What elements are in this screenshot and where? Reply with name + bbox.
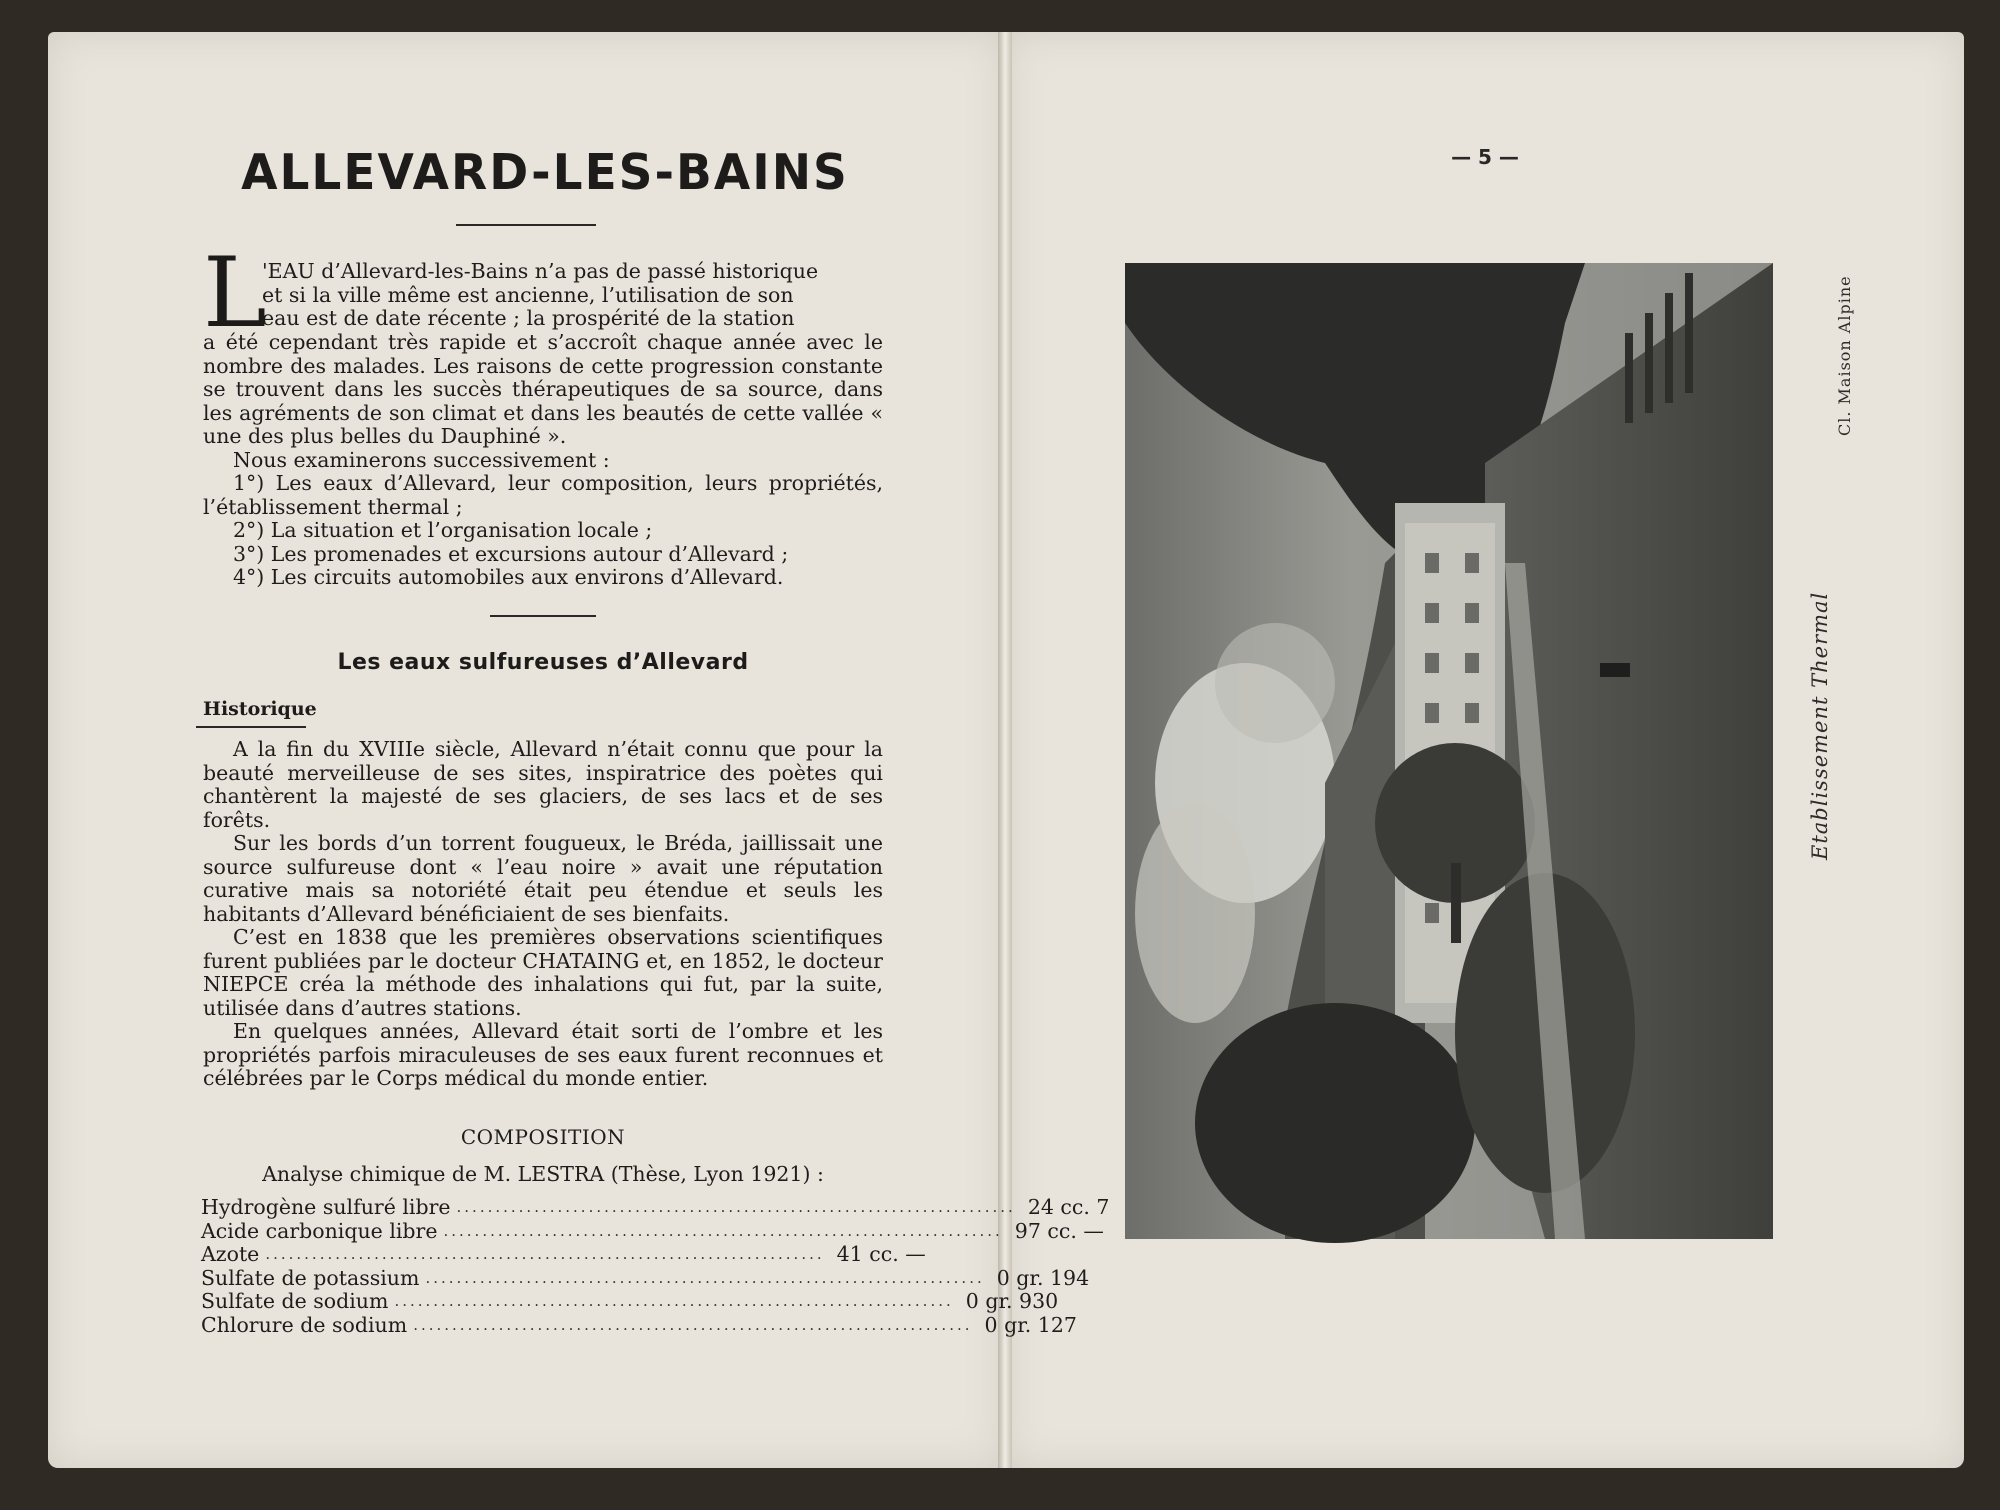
composition-row bbox=[201, 1265, 1090, 1291]
dot-leader: ........................................................................ bbox=[265, 1245, 825, 1263]
intro-body bbox=[203, 331, 883, 590]
composition-name: Hydrogène sulfuré libre bbox=[201, 1195, 451, 1219]
composition-value: 0 gr. 194 bbox=[996, 1265, 1090, 1290]
composition-name: Sulfate de potassium bbox=[201, 1265, 420, 1290]
composition-value: 97 cc. — bbox=[1014, 1218, 1104, 1243]
composition-value: 41 cc. — bbox=[836, 1242, 926, 1266]
dot-leader: ........................................................................ bbox=[443, 1221, 1003, 1240]
composition-row bbox=[201, 1242, 926, 1267]
title-divider bbox=[456, 224, 596, 226]
intro-item-3: 3°) Les promenades et excursions autour d’Allevard ; bbox=[233, 541, 789, 566]
section-divider bbox=[490, 615, 596, 617]
composition-name: Chlorure de sodium bbox=[201, 1312, 408, 1337]
intro-first-lines bbox=[262, 260, 883, 331]
composition-row bbox=[201, 1312, 1077, 1338]
intro-examine: Nous examinerons successivement : bbox=[233, 447, 610, 472]
historique-paragraph-3: C’est en 1838 que les premières observations scientifiques furent publiées par le docteur CHATAING et, en 1852, le docteur NIEPCE créa la méthode des inhalations qui fut, par la suite, utilisée dans d’autres stations. bbox=[203, 925, 883, 1020]
composition-title: COMPOSITION bbox=[460, 1125, 626, 1149]
subheading-underline bbox=[196, 726, 306, 728]
intro-item-2: 2°) La situation et l’organisation locale ; bbox=[233, 518, 653, 542]
dot-leader: ........................................................................ bbox=[456, 1198, 1016, 1216]
subheading-historique: Historique bbox=[203, 698, 317, 720]
intro-item-4: 4°) Les circuits automobiles aux environs d’Allevard. bbox=[233, 565, 784, 589]
intro-line-3: eau est de date récente ; la prospérité de la station bbox=[262, 306, 795, 330]
historique-paragraph-1: A la fin du XVIIIe siècle, Allevard n’était connu que pour la beauté merveilleuse de ses sites, inspiratrice des poètes qui chantèrent la majesté de ses glaciers, de ses lacs et de ses forêts. bbox=[203, 737, 883, 832]
page-title: ALLEVARD-LES-BAINS bbox=[241, 143, 849, 202]
composition-name: Acide carbonique libre bbox=[201, 1218, 438, 1243]
intro-line-2: et si la ville même est ancienne, l’utilisation de son bbox=[262, 282, 794, 307]
intro-paragraph: a été cependant très rapide et s’accroît chaque année avec le nombre des malades. Les raisons de cette progression constante se trouvent dans les succès thérapeutiques de sa source, dans les agréments de son climat et dans les beautés de cette vallée « une des plus belles du Dauphiné ». bbox=[203, 330, 883, 448]
thermal-establishment-photo bbox=[1125, 263, 1773, 1239]
composition-row bbox=[201, 1195, 1110, 1220]
intro-item-1: 1°) Les eaux d’Allevard, leur composition, leurs propriétés, l’établissement thermal ; bbox=[203, 471, 883, 519]
section-heading: Les eaux sulfureuses d’Allevard bbox=[337, 650, 749, 675]
book-spine bbox=[998, 32, 1012, 1468]
drop-cap: L bbox=[203, 237, 267, 349]
composition-value: 24 cc. 7 bbox=[1027, 1195, 1110, 1219]
composition-row bbox=[201, 1218, 1104, 1244]
historique-paragraph-2: Sur les bords d’un torrent fougueux, le Bréda, jaillissait une source sulfureuse dont « l’eau noire » avait une réputation curative mais sa notoriété était peu étendue et seuls les habitants d’Allevard bénéficiaient de ses bienfaits. bbox=[203, 831, 883, 926]
composition-value: 0 gr. 930 bbox=[965, 1289, 1059, 1313]
composition-row bbox=[201, 1289, 1059, 1314]
dot-leader: ........................................................................ bbox=[425, 1268, 985, 1287]
composition-value: 0 gr. 127 bbox=[984, 1312, 1077, 1337]
composition-table bbox=[201, 1195, 1110, 1337]
dot-leader: ........................................................................ bbox=[413, 1315, 973, 1334]
analyse-line: Analyse chimique de M. LESTRA (Thèse, Lyon 1921) : bbox=[262, 1162, 824, 1186]
photo-caption: Etablissement Thermal bbox=[1808, 591, 1832, 860]
composition-name: Azote bbox=[201, 1242, 260, 1266]
composition-name: Sulfate de sodium bbox=[201, 1289, 389, 1313]
page-number: — 5 — bbox=[1451, 145, 1519, 169]
intro-line-1: 'EAU d’Allevard-les-Bains n’a pas de passé historique bbox=[262, 259, 819, 283]
historique-paragraph-4: En quelques années, Allevard était sorti de l’ombre et les propriétés parfois miraculeuses de ses eaux furent reconnues et célébrées par le Corps médical du monde entier. bbox=[203, 1019, 883, 1090]
photo-credit: Cl. Maison Alpine bbox=[1835, 275, 1854, 436]
dot-leader: ........................................................................ bbox=[394, 1292, 954, 1310]
historique-body bbox=[203, 738, 883, 1091]
